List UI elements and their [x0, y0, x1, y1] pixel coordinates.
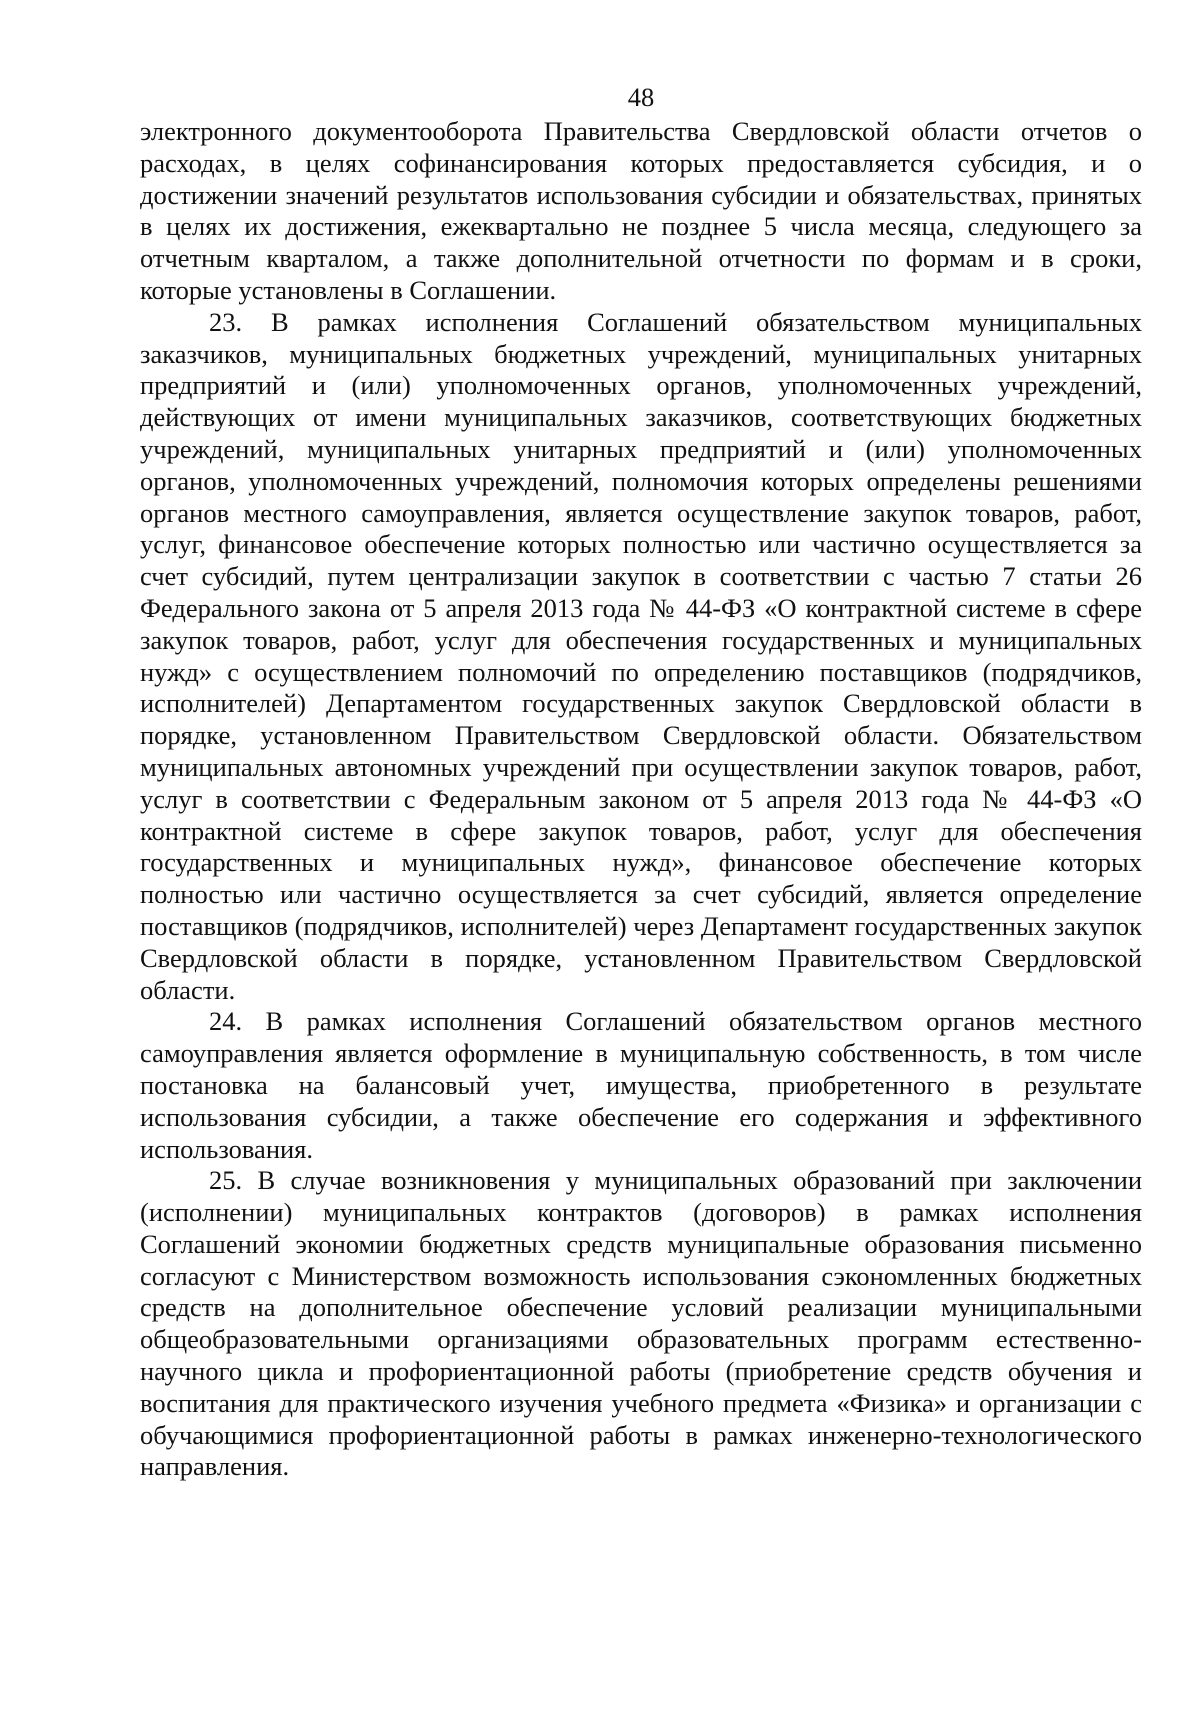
paragraph-25: 25. В случае возникновения у муниципальных образований при заключении (исполнении) муниципальных контрактов (договоров) в рамках исполнения Соглашений экономии бюджетных средств муниципальные образования письменно согласуют с Министерством возможность использования сэкономленных бюджетных средств на дополнительное обеспечение условий реализации муниципальными общеобразовательными организациями образовательных программ естественно-научного цикла и профориентационной работы (приобретение средств обучения и воспитания для практического изучения учебного предмета «Физика» и организации с обучающимися профориентационной работы в рамках инженерно-технологического направления. [140, 1165, 1142, 1482]
document-page [140, 80, 1142, 1483]
paragraph-22-continuation: электронного документооборота Правительства Свердловской области отчетов о расходах, в целях софинансирования которых предоставляется субсидия, и о достижении значений результатов использования субсидии и обязательствах, принятых в целях их достижения, ежеквартально не позднее 5 числа месяца, следующего за отчетным кварталом, а также дополнительной отчетности по формам и в сроки, которые установлены в Соглашении. [140, 116, 1142, 305]
paragraph-24: 24. В рамках исполнения Соглашений обязательством органов местного самоуправления является оформление в муниципальную собственность, в том числе постановка на балансовый учет, имущества, приобретенного в результате использования субсидии, а также обеспечение его содержания и эффективного использования. [140, 1006, 1142, 1164]
paragraph-23: 23. В рамках исполнения Соглашений обязательством муниципальных заказчиков, муниципальных бюджетных учреждений, муниципальных унитарных предприятий и (или) уполномоченных органов, уполномоченных учреждений, действующих от имени муниципальных заказчиков, соответствующих бюджетных учреждений, муниципальных унитарных предприятий и (или) уполномоченных органов, уполномоченных учреждений, полномочия которых определены решениями органов местного самоуправления, является осуществление закупок товаров, работ, услуг, финансовое обеспечение которых полностью или частично осуществляется за счет субсидий, путем централизации закупок в соответствии с частью 7 статьи 26 Федерального закона от 5 апреля 2013 года № 44-ФЗ «О контрактной системе в сфере закупок товаров, работ, услуг для обеспечения государственных и муниципальных нужд» с осуществлением полномочий по определению поставщиков (подрядчиков, исполнителей) Департаментом государственных закупок Свердловской области в порядке, установленном Правительством Свердловской области. Обязательством муниципальных автономных учреждений при осуществлении закупок товаров, работ, услуг в соответствии с Федеральным законом от 5 апреля 2013 года № 44-ФЗ «О контрактной системе в сфере закупок товаров, работ, услуг для обеспечения государственных и муниципальных нужд», финансовое обеспечение которых полностью или частично осуществляется за счет субсидий, является определение поставщиков (подрядчиков, исполнителей) через Департамент государственных закупок Свердловской области в порядке, установленном Правительством Свердловской области. [140, 306, 1142, 1005]
page-number: 48 [627, 82, 655, 112]
